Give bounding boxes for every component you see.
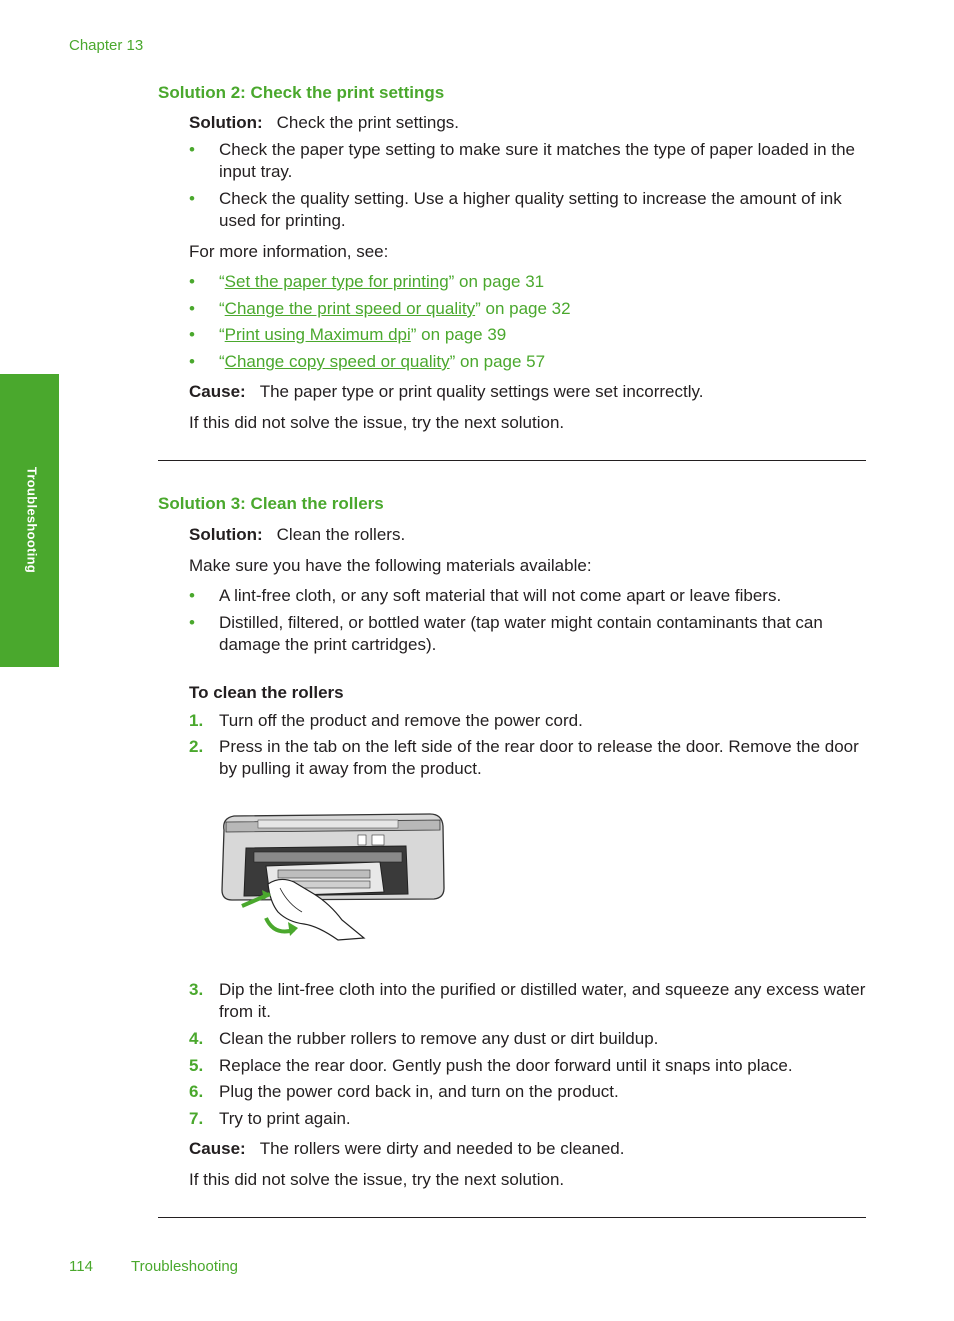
solution-2-statement [189,112,869,134]
step-text: Plug the power cord back in, and turn on the product. [219,1082,619,1101]
link-change-copy-speed[interactable]: Change copy speed or quality [224,352,450,371]
next-solution-text: If this did not solve the issue, try the next solution. [189,1170,565,1189]
cause-text: The rollers were dirty and needed to be cleaned. [259,1139,625,1158]
step-text: Replace the rear door. Gently push the door forward until it snaps into place. [219,1056,793,1075]
cause-label: Cause: [189,1139,246,1158]
bullet-icon: • [189,272,195,291]
step-text: Press in the tab on the left side of the rear door to release the door. Remove the door by pulling it away from the product. [219,737,859,778]
step-number: 7. [189,1109,204,1128]
list-item-text: A lint-free cloth, or any soft material that will not come apart or leave fibers. [219,586,782,605]
step-text: Turn off the product and remove the power cord. [219,711,583,730]
procedure-title: To clean the rollers [189,683,344,702]
solution-3-statement [189,524,869,546]
footer-section: Troubleshooting [131,1258,239,1275]
link-change-print-speed[interactable]: Change the print speed or quality [224,299,476,318]
cause-label: Cause: [189,382,246,401]
solution-label: Solution: [189,525,263,544]
bullet-icon: • [189,299,195,318]
next-solution-text: If this did not solve the issue, try the next solution. [189,413,565,432]
step-number: 3. [189,980,204,999]
bullet-icon: • [189,613,195,632]
solution-2-cause [189,381,869,403]
step-number: 6. [189,1082,204,1101]
materials-intro: Make sure you have the following materials available: [189,556,592,575]
step-number: 4. [189,1029,204,1048]
link-set-paper-type[interactable]: Set the paper type for printing [224,272,449,291]
step-number: 5. [189,1056,204,1075]
solution-2-heading: Solution 2: Check the print settings [158,83,445,102]
list-item-text: Distilled, filtered, or bottled water (tap water might contain contaminants that can damage the print cartridges). [219,613,823,654]
step-text: Dip the lint-free cloth into the purified or distilled water, and squeeze any excess water from it. [219,980,866,1021]
bullet-icon: • [189,352,195,371]
reference-link-line: “Print using Maximum dpi” on page 39 [219,325,507,344]
bullet-icon: • [189,140,195,159]
cause-text: The paper type or print quality settings were set incorrectly. [259,382,704,401]
solution-text: Check the print settings. [276,113,460,132]
list-item-text: Check the paper type setting to make sure it matches the type of paper loaded in the input tray. [219,140,855,181]
bullet-icon: • [189,586,195,605]
side-tab [0,374,59,667]
step-text: Try to print again. [219,1109,351,1128]
bullet-icon: • [189,325,195,344]
more-info-text: For more information, see: [189,242,389,261]
step-number: 2. [189,737,204,756]
chapter-label: Chapter 13 [69,37,144,54]
solution-3-heading: Solution 3: Clean the rollers [158,494,384,513]
reference-link-line: “Set the paper type for printing” on page 31 [219,272,545,291]
solution-label: Solution: [189,113,263,132]
list-item-text: Check the quality setting. Use a higher quality setting to increase the amount of ink used for printing. [219,189,842,230]
page-number: 114 [69,1258,93,1275]
solution-3-cause [189,1138,869,1160]
bullet-icon: • [189,189,195,208]
step-number: 1. [189,711,204,730]
reference-link-line: “Change copy speed or quality” on page 57 [219,352,546,371]
section-divider [158,460,866,461]
solution-text: Clean the rollers. [276,525,406,544]
step-text: Clean the rubber rollers to remove any dust or dirt buildup. [219,1029,659,1048]
printer-rear-door-illustration [218,808,448,943]
side-tab-label: Troubleshooting [24,466,40,574]
section-divider [158,1217,866,1218]
reference-link-line: “Change the print speed or quality” on page 32 [219,299,571,318]
link-maximum-dpi[interactable]: Print using Maximum dpi [224,325,411,344]
